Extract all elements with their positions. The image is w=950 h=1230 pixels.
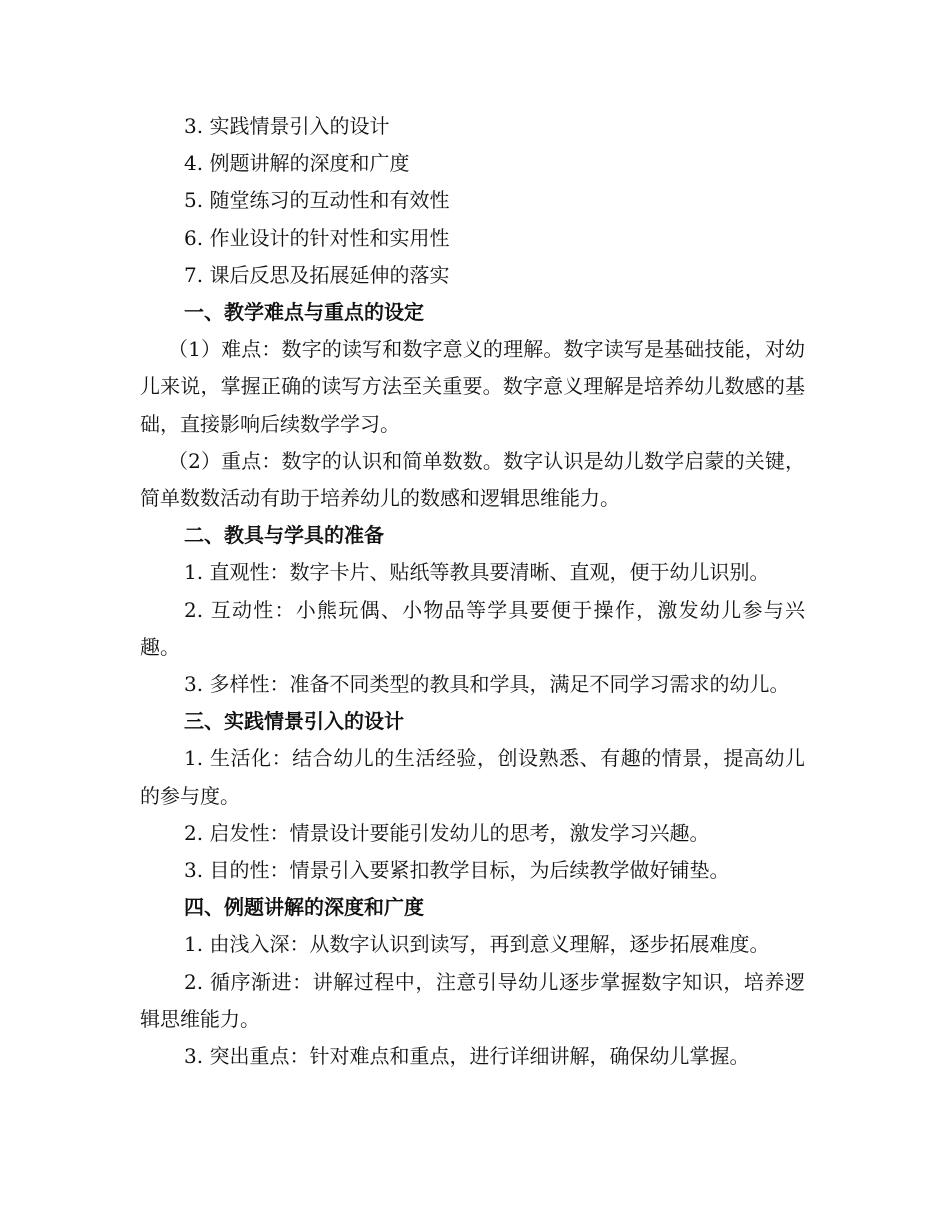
section-heading: 一、教学难点与重点的设定: [184, 300, 424, 325]
section-paragraph: （2）重点：数字的认识和简单数数。数字认识是幼儿数学启蒙的关键，简单数数活动有助于培养幼儿的数感和逻辑思维能力。: [140, 448, 805, 511]
document-body: [140, 108, 805, 1075]
section-paragraph: 1. 生活化：结合幼儿的生活经验，创设熟悉、有趣的情景，提高幼儿的参与度。: [140, 746, 805, 808]
outline-item: 3. 实践情景引入的设计: [184, 114, 390, 138]
section-heading: 四、例题讲解的深度和广度: [184, 895, 424, 920]
section-paragraph: 1. 直观性：数字卡片、贴纸等教具要清晰、直观，便于幼儿识别。: [184, 560, 770, 585]
section-paragraph: 2. 启发性：情景设计要能引发幼儿的思考，激发学习兴趣。: [184, 820, 710, 845]
section-paragraph: 2. 循序渐进：讲解过程中，注意引导幼儿逐步掌握数字知识，培养逻辑思维能力。: [140, 969, 805, 1031]
section-heading: 三、实践情景引入的设计: [184, 709, 404, 734]
section-paragraph: 3. 多样性：准备不同类型的教具和学具，满足不同学习需求的幼儿。: [184, 672, 790, 697]
outline-item: 5. 随堂练习的互动性和有效性: [184, 188, 450, 213]
outline-item: 7. 课后反思及拓展延伸的落实: [184, 262, 450, 287]
section-paragraph: 1. 由浅入深：从数字认识到读写，再到意义理解，逐步拓展难度。: [184, 932, 770, 957]
section-heading: 二、教具与学具的准备: [184, 523, 384, 548]
section-paragraph: （1）难点：数字的读写和数字意义的理解。数字读写是基础技能，对幼儿来说，掌握正确的读写方法至关重要。数字意义理解是培养幼儿数感的基础，直接影响后续数学学习。: [140, 337, 805, 436]
outline-item: 4. 例题讲解的深度和广度: [184, 151, 410, 176]
outline-item: 6. 作业设计的针对性和实用性: [184, 225, 450, 250]
section-paragraph: 3. 突出重点：针对难点和重点，进行详细讲解，确保幼儿掌握。: [184, 1044, 750, 1069]
section-paragraph: 3. 目的性：情景引入要紧扣教学目标，为后续教学做好铺垫。: [184, 858, 730, 883]
section-paragraph: 2. 互动性：小熊玩偶、小物品等学具要便于操作，激发幼儿参与兴趣。: [140, 597, 805, 659]
